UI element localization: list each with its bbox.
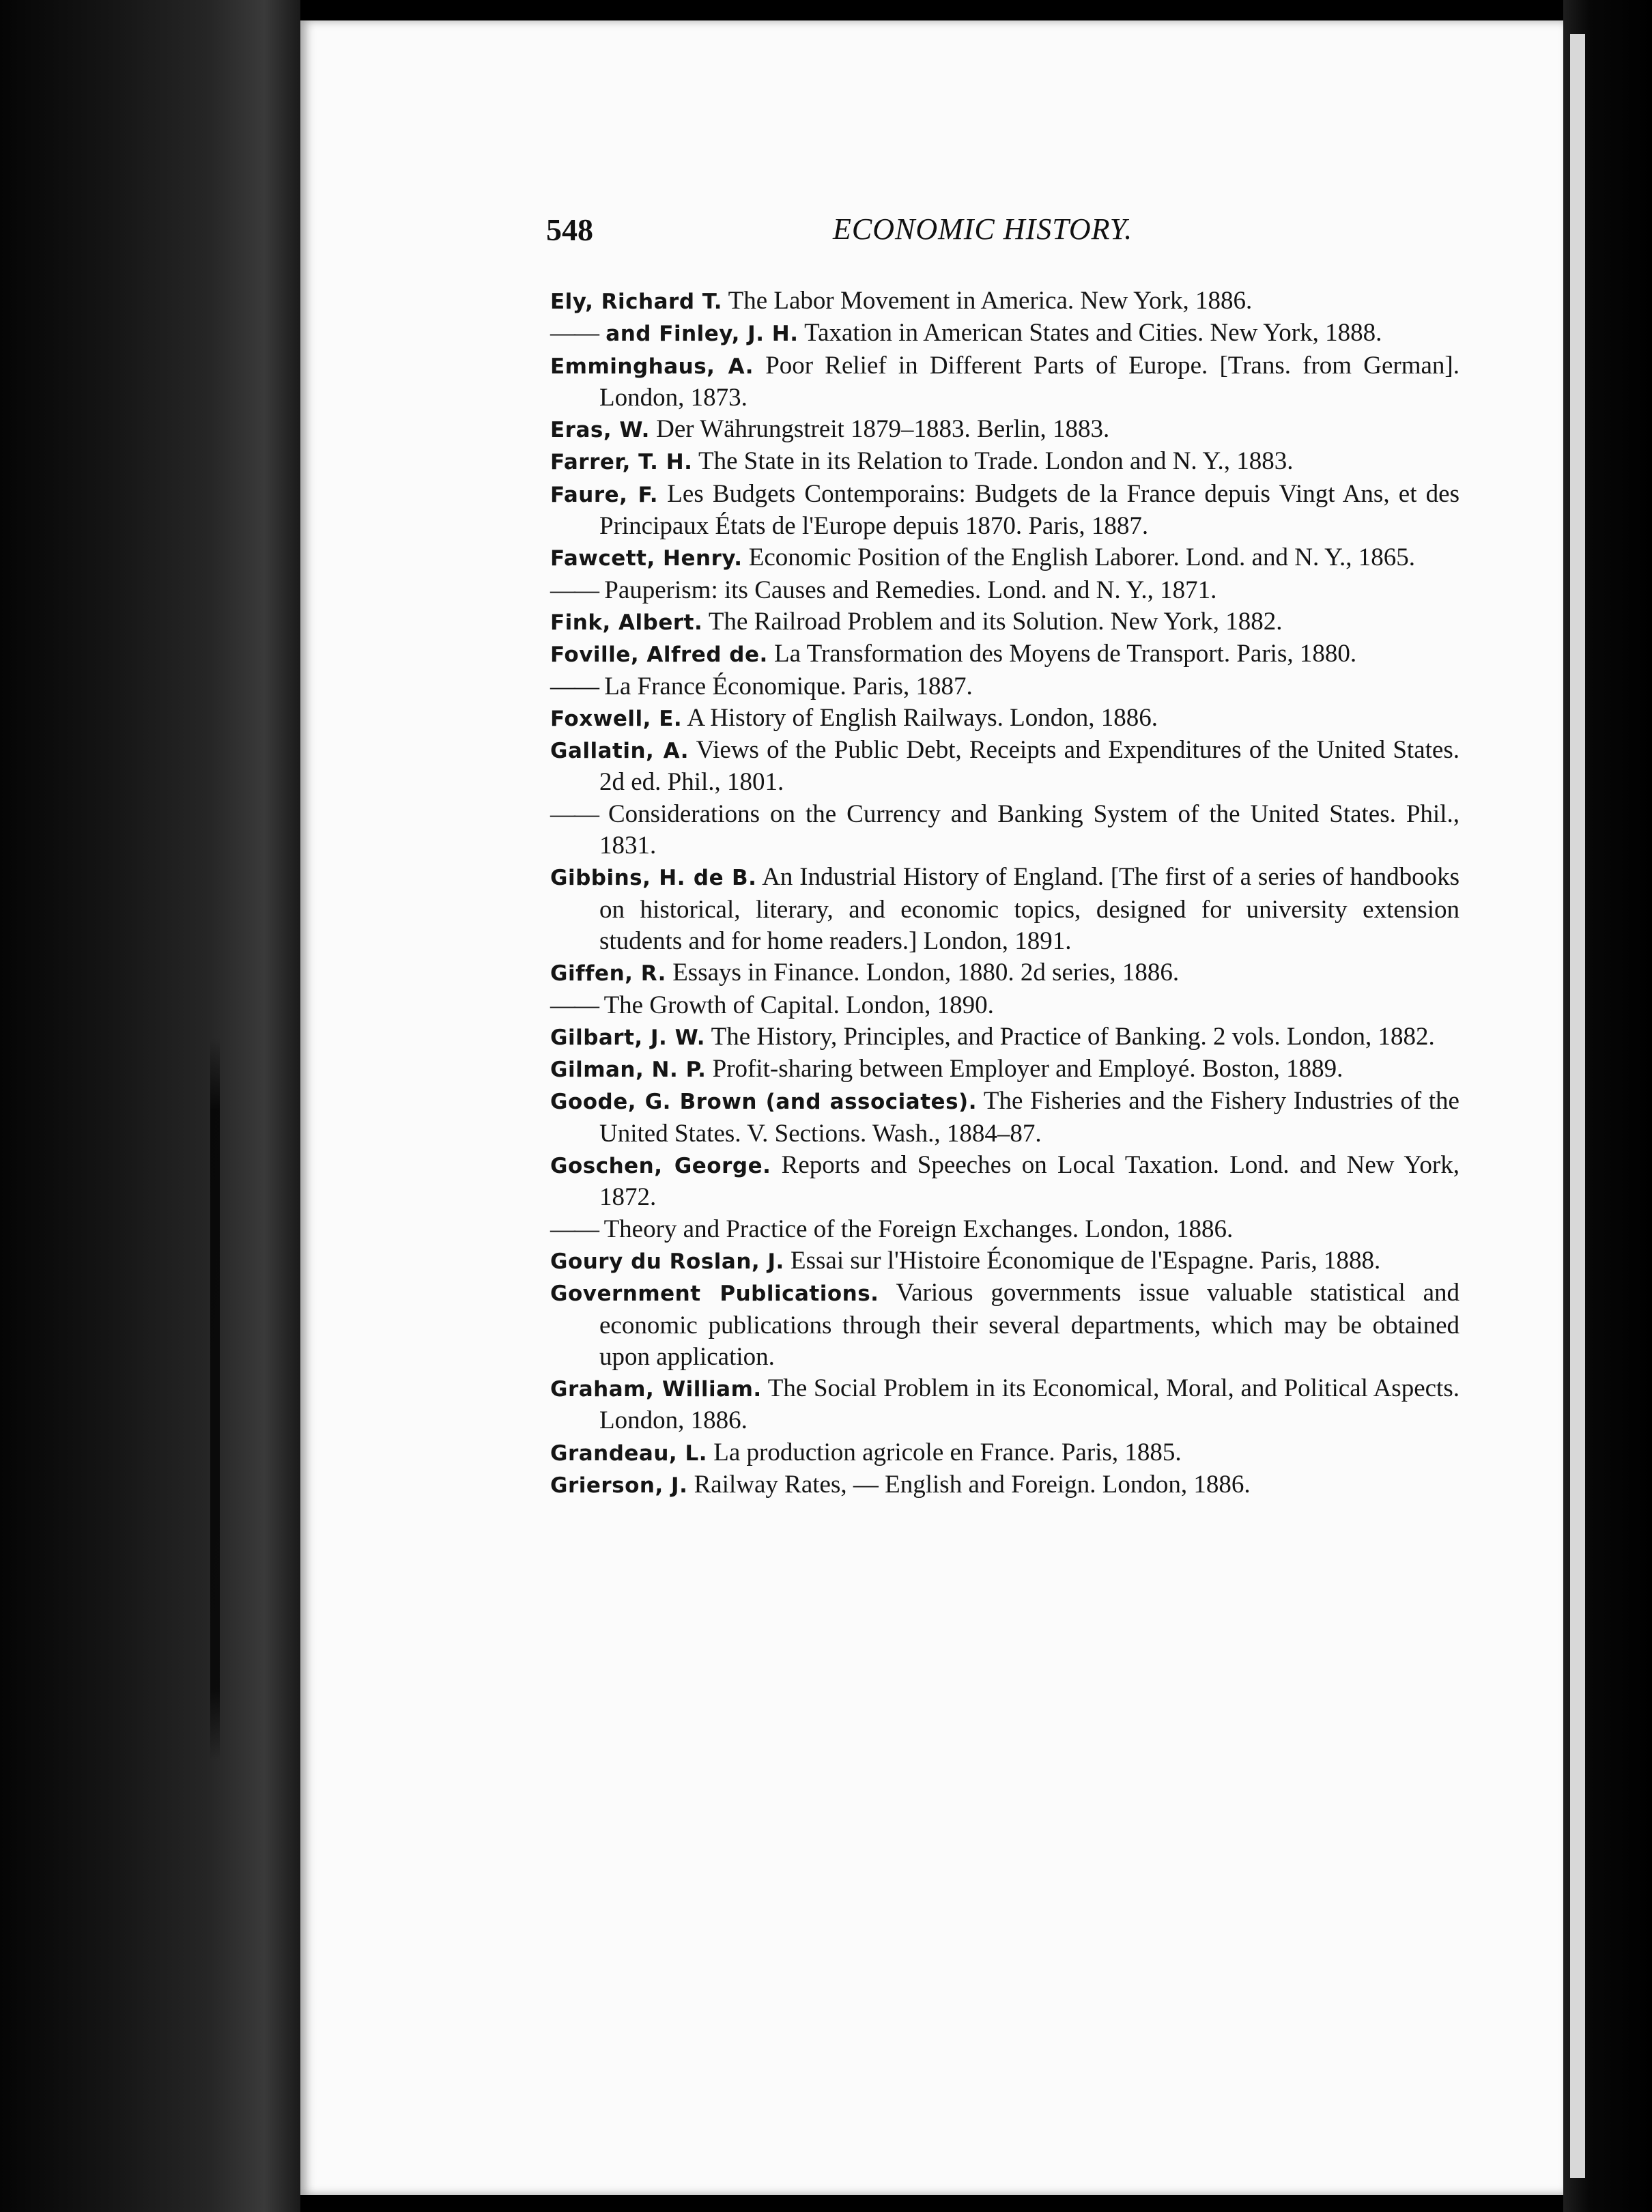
- binding-marks: [210, 1038, 220, 1761]
- entry-author: Farrer, T. H.: [550, 450, 693, 475]
- entry-author: Gilman, N. P.: [550, 1058, 707, 1083]
- entry-text: Reports and Speeches on Local Taxation. Lond. and New York, 1872.: [599, 1151, 1459, 1212]
- entry-text: Der Währungstreit 1879–1883. Berlin, 1883.: [649, 415, 1110, 444]
- book-spine-edge: [0, 0, 300, 2212]
- entry-text: La Transformation des Moyens de Transport. Paris, 1880.: [767, 640, 1357, 668]
- bibliography-entry: [550, 479, 1459, 543]
- entry-text: Essai sur l'Histoire Économique de l'Espagne. Paris, 1888.: [784, 1246, 1381, 1275]
- bibliography-entry: [550, 606, 1459, 638]
- ditto-dash: ——: [550, 319, 598, 348]
- bibliography-entry: [550, 1469, 1459, 1501]
- entry-author: Emminghaus, A.: [550, 354, 754, 379]
- ditto-dash: ——: [550, 576, 598, 604]
- entry-text: Views of the Public Debt, Receipts and Expenditures of the United States. 2d ed. Phil., 1801.: [599, 736, 1459, 797]
- entry-author: Foxwell, E.: [550, 706, 683, 731]
- entry-text: Essays in Finance. London, 1880. 2d series, 1886.: [666, 959, 1180, 987]
- bibliography-entry: [550, 1214, 1459, 1245]
- entry-author: Ely, Richard T.: [550, 289, 723, 314]
- entry-text: The Growth of Capital. London, 1890.: [598, 991, 994, 1019]
- bibliography-entry: [550, 1053, 1459, 1086]
- bibliography-entry: [550, 542, 1459, 574]
- entry-author: Faure, F.: [550, 482, 659, 507]
- entry-author: Gilbart, J. W.: [550, 1025, 706, 1050]
- entry-text: Taxation in American States and Cities. New York, 1888.: [798, 319, 1382, 348]
- entry-author: Goschen, George.: [550, 1154, 771, 1179]
- entry-author: and Finley, J. H.: [598, 322, 799, 347]
- entry-text: The Social Problem in its Economical, Moral, and Political Aspects. London, 1886.: [599, 1374, 1459, 1435]
- entry-author: Government Publications.: [550, 1281, 879, 1307]
- bibliography-entry: [550, 1150, 1459, 1214]
- entry-author: Gallatin, A.: [550, 739, 689, 764]
- bibliography-entry: [550, 1277, 1459, 1373]
- entry-text: Les Budgets Contemporains: Budgets de la France depuis Vingt Ans, et des Principaux États de l'Europe depuis 1870. Paris, 1887.: [599, 479, 1459, 541]
- entry-text: Economic Position of the English Laborer. Lond. and N. Y., 1865.: [742, 543, 1416, 572]
- entry-author: Graham, William.: [550, 1377, 762, 1402]
- entry-text: La production agricole en France. Paris, 1885.: [707, 1438, 1182, 1466]
- entry-author: Grierson, J.: [550, 1473, 688, 1498]
- bibliography-entry: [550, 703, 1459, 735]
- entry-text: Various governments issue valuable statistical and economic publications through their several departments, which may be obtained upon application.: [599, 1279, 1459, 1371]
- ditto-dash: ——: [550, 1215, 598, 1243]
- entry-author: Grandeau, L.: [550, 1441, 708, 1466]
- bibliography-list: [550, 285, 1459, 1501]
- bibliography-entry: [550, 1437, 1459, 1469]
- ditto-dash: ——: [550, 799, 598, 828]
- entry-author: Fawcett, Henry.: [550, 546, 743, 571]
- bibliography-entry: [550, 575, 1459, 606]
- entry-text: The Labor Movement in America. New York, 1886.: [722, 287, 1253, 315]
- bibliography-entry: [550, 957, 1459, 989]
- ditto-dash: ——: [550, 991, 598, 1019]
- entry-text: La France Économique. Paris, 1887.: [598, 672, 973, 700]
- ditto-dash: ——: [550, 672, 598, 700]
- entry-text: The State in its Relation to Trade. London and N. Y., 1883.: [692, 447, 1294, 476]
- entry-text: The History, Principles, and Practice of Banking. 2 vols. London, 1882.: [705, 1022, 1435, 1051]
- entry-author: Goury du Roslan, J.: [550, 1249, 784, 1274]
- entry-text: An Industrial History of England. [The first of a series of handbooks on historical, literary, and economic topics, designed for university extension students and for home readers.] London, 1891.: [599, 863, 1459, 955]
- facing-page-strip: [1570, 34, 1585, 2178]
- entry-author: Goode, G. Brown (and associates).: [550, 1090, 977, 1115]
- entry-text: Pauperism: its Causes and Remedies. Lond. and N. Y., 1871.: [598, 576, 1217, 604]
- bibliography-entry: [550, 862, 1459, 957]
- bibliography-entry: [550, 735, 1459, 799]
- entry-text: Profit-sharing between Employer and Employé. Boston, 1889.: [706, 1055, 1343, 1083]
- bibliography-entry: [550, 1373, 1459, 1437]
- entry-author: Eras, W.: [550, 418, 650, 443]
- running-head: ECONOMIC HISTORY.: [833, 212, 1133, 246]
- bibliography-entry: [550, 285, 1459, 317]
- entry-text: Railway Rates, — English and Foreign. London, 1886.: [687, 1470, 1251, 1499]
- entry-text: The Fisheries and the Fishery Industries of the United States. V. Sections. Wash., 1884–87.: [599, 1087, 1459, 1148]
- page-number: 548: [546, 212, 593, 247]
- entry-text: Theory and Practice of the Foreign Exchanges. London, 1886.: [598, 1215, 1234, 1243]
- bibliography-entry: [550, 1021, 1459, 1053]
- bibliography-entry: [550, 671, 1459, 703]
- entry-author: Foville, Alfred de.: [550, 642, 768, 668]
- bibliography-entry: [550, 317, 1459, 350]
- bibliography-entry: [550, 990, 1459, 1021]
- entry-text: Poor Relief in Different Parts of Europe. [Trans. from German]. London, 1873.: [599, 351, 1459, 412]
- bibliography-entry: [550, 1245, 1459, 1277]
- bibliography-entry: [550, 414, 1459, 446]
- entry-author: Fink, Albert.: [550, 610, 703, 635]
- bibliography-entry: [550, 1086, 1459, 1150]
- entry-text: Considerations on the Currency and Banking System of the United States. Phil., 1831.: [598, 799, 1459, 860]
- entry-author: Giffen, R.: [550, 961, 666, 987]
- bibliography-entry: [550, 350, 1459, 414]
- bibliography-entry: [550, 446, 1459, 478]
- bibliography-entry: [550, 799, 1459, 862]
- entry-author: Gibbins, H. de B.: [550, 866, 757, 891]
- entry-text: The Railroad Problem and its Solution. New York, 1882.: [702, 607, 1283, 636]
- bibliography-entry: [550, 638, 1459, 670]
- entry-text: A History of English Railways. London, 1886.: [682, 703, 1158, 732]
- page-header: [546, 212, 1188, 259]
